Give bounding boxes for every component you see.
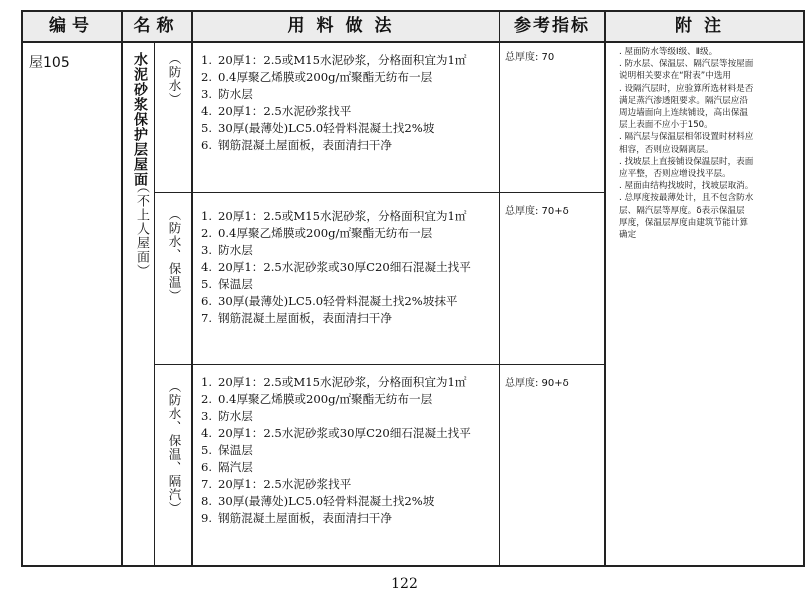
divider bbox=[121, 12, 123, 565]
note-line: 周边墙面向上连续铺设，高出保温 bbox=[619, 108, 748, 119]
method-step: 2. 0.4厚聚乙烯膜或200g/㎡聚酯无纺布一层 bbox=[201, 392, 433, 406]
method-step: 6. 隔汽层 bbox=[201, 460, 253, 474]
note-line: . 防水层、保温层、隔汽层等按屋面 bbox=[619, 59, 754, 70]
method-step: 1. 20厚1：2.5或M15水泥砂浆，分格面积宜为1㎡ bbox=[201, 375, 467, 389]
note-line: . 隔汽层与保温层相邻设置时材料应 bbox=[619, 132, 754, 143]
note-line: . 屋面防水等级Ⅰ级、Ⅱ级。 bbox=[619, 47, 718, 57]
table-header bbox=[23, 12, 803, 43]
row-divider bbox=[155, 364, 605, 365]
note-line: 满足蒸汽渗透阻要求。隔汽层应沿 bbox=[619, 95, 748, 106]
method-step: 6. 钢筋混凝土屋面板，表面清扫干净 bbox=[201, 138, 392, 152]
variant-label: （防水、保温） bbox=[167, 208, 182, 303]
total-thickness: 总厚度: 90+δ bbox=[505, 378, 569, 389]
method-step: 2. 0.4厚聚乙烯膜或200g/㎡聚酯无纺布一层 bbox=[201, 226, 433, 240]
note-line: 厚度，保温层厚度由建筑节能计算 bbox=[619, 217, 748, 228]
method-step: 8. 30厚(最薄处)LC5.0轻骨料混凝土找2%坡 bbox=[201, 494, 435, 508]
method-list bbox=[201, 208, 471, 327]
note-line: . 找坡层上直接铺设保温层时，表面 bbox=[619, 156, 754, 167]
method-step: 5. 30厚(最薄处)LC5.0轻骨料混凝土找2%坡 bbox=[201, 121, 435, 135]
total-thickness: 总厚度: 70+δ bbox=[505, 206, 569, 217]
item-name-sub: （不上人屋面） bbox=[134, 180, 149, 278]
divider bbox=[154, 41, 155, 565]
header-method: 用料做法 bbox=[287, 16, 404, 36]
note-line: 层、隔汽层等厚度。δ表示保温层 bbox=[619, 205, 745, 216]
divider bbox=[604, 12, 606, 565]
construction-table bbox=[21, 10, 805, 567]
variant-label: （防水、保温、隔汽） bbox=[167, 380, 182, 515]
method-step: 5. 保温层 bbox=[201, 443, 253, 457]
item-name: 水泥砂浆保护层屋面 bbox=[132, 52, 148, 187]
method-step: 3. 防水层 bbox=[201, 243, 253, 257]
header-name: 名称 bbox=[133, 16, 180, 36]
method-step: 2. 0.4厚聚乙烯膜或200g/㎡聚酯无纺布一层 bbox=[201, 70, 433, 84]
method-step: 4. 20厚1：2.5水泥砂浆或30厚C20细石混凝土找平 bbox=[201, 426, 471, 440]
total-thickness: 总厚度: 70 bbox=[505, 52, 555, 63]
method-step: 3. 防水层 bbox=[201, 87, 253, 101]
method-list bbox=[201, 374, 471, 527]
method-list bbox=[201, 52, 466, 154]
note-line: 相容，否则应设隔离层。 bbox=[619, 144, 714, 155]
notes-list bbox=[619, 46, 803, 241]
method-step: 1. 20厚1：2.5或M15水泥砂浆，分格面积宜为1㎡ bbox=[201, 209, 467, 223]
variant-label: （防水） bbox=[167, 52, 182, 106]
note-line: . 屋面由结构找坡时，找坡层取消。 bbox=[619, 181, 754, 192]
note-line: 应平整，否则应增设找平层。 bbox=[619, 169, 731, 180]
page-number: 122 bbox=[391, 576, 418, 592]
method-step: 3. 防水层 bbox=[201, 409, 253, 423]
method-step: 9. 钢筋混凝土屋面板，表面清扫干净 bbox=[201, 511, 392, 525]
note-line: 说明相关要求在“附表”中选用 bbox=[619, 71, 732, 82]
note-line: 层上表面不应小于150。 bbox=[619, 120, 713, 131]
note-line: . 总厚度按最薄处计，且不包含防水 bbox=[619, 193, 754, 204]
method-step: 4. 20厚1：2.5水泥砂浆或30厚C20细石混凝土找平 bbox=[201, 260, 471, 274]
header-notes: 附注 bbox=[675, 16, 733, 36]
divider bbox=[499, 12, 500, 565]
header-reference: 参考指标 bbox=[514, 16, 590, 36]
method-step: 7. 钢筋混凝土屋面板，表面清扫干净 bbox=[201, 311, 392, 325]
method-step: 1. 20厚1：2.5或M15水泥砂浆，分格面积宜为1㎡ bbox=[201, 53, 467, 67]
method-step: 4. 20厚1：2.5水泥砂浆找平 bbox=[201, 104, 352, 118]
note-line: . 设隔汽层时，应验算所选材料是否 bbox=[619, 83, 754, 94]
method-step: 7. 20厚1：2.5水泥砂浆找平 bbox=[201, 477, 352, 491]
header-code: 编号 bbox=[49, 16, 95, 36]
row-divider bbox=[155, 192, 605, 193]
method-step: 6. 30厚(最薄处)LC5.0轻骨料混凝土找2%坡抹平 bbox=[201, 294, 458, 308]
item-code: 屋105 bbox=[29, 55, 70, 71]
note-line: 确定 bbox=[619, 230, 637, 241]
divider bbox=[191, 12, 193, 565]
method-step: 5. 保温层 bbox=[201, 277, 253, 291]
